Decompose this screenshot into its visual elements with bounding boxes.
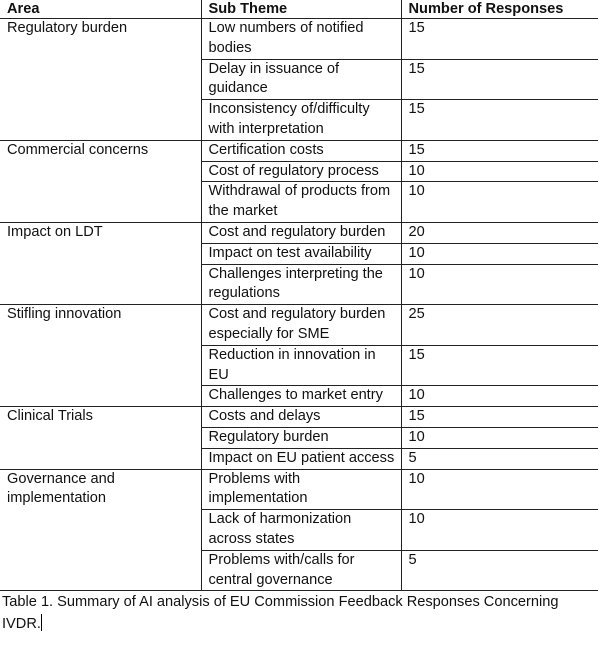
responses-cell: 15 <box>401 59 598 100</box>
table-caption[interactable] <box>0 591 598 635</box>
responses-cell: 5 <box>401 550 598 591</box>
text-cursor <box>41 614 42 631</box>
sub-theme-cell: Withdrawal of products from the market <box>201 182 401 223</box>
area-cell: Regulatory burden <box>0 19 201 141</box>
sub-theme-cell: Costs and delays <box>201 407 401 428</box>
header-area: Area <box>0 0 201 19</box>
responses-cell: 15 <box>401 345 598 386</box>
area-cell: Stifling innovation <box>0 305 201 407</box>
sub-theme-cell: Impact on test availability <box>201 243 401 264</box>
responses-cell: 15 <box>401 19 598 60</box>
sub-theme-cell: Problems with implementation <box>201 469 401 510</box>
area-cell: Impact on LDT <box>0 222 201 304</box>
area-cell: Commercial concerns <box>0 140 201 222</box>
area-cell: Clinical Trials <box>0 407 201 469</box>
sub-theme-cell: Reduction in innovation in EU <box>201 345 401 386</box>
responses-cell: 20 <box>401 222 598 243</box>
sub-theme-cell: Cost of regulatory process <box>201 161 401 182</box>
header-row <box>0 0 598 19</box>
responses-cell: 15 <box>401 100 598 141</box>
sub-theme-cell: Challenges to market entry <box>201 386 401 407</box>
sub-theme-cell: Delay in issuance of guidance <box>201 59 401 100</box>
sub-theme-cell: Lack of harmonization across states <box>201 510 401 551</box>
sub-theme-cell: Challenges interpreting the regulations <box>201 264 401 305</box>
header-number-of-responses: Number of Responses <box>401 0 598 19</box>
responses-cell: 10 <box>401 161 598 182</box>
responses-cell: 15 <box>401 140 598 161</box>
table-body <box>0 19 598 591</box>
responses-cell: 10 <box>401 510 598 551</box>
sub-theme-cell: Cost and regulatory burden <box>201 222 401 243</box>
table-row <box>0 19 598 60</box>
table-row <box>0 407 598 428</box>
sub-theme-cell: Certification costs <box>201 140 401 161</box>
responses-cell: 10 <box>401 469 598 510</box>
responses-cell: 10 <box>401 427 598 448</box>
responses-cell: 15 <box>401 407 598 428</box>
caption-text: Table 1. Summary of AI analysis of EU Commission Feedback Responses Concerning IVDR. <box>2 594 559 633</box>
table-row <box>0 305 598 346</box>
table-row <box>0 469 598 510</box>
sub-theme-cell: Low numbers of notified bodies <box>201 19 401 60</box>
area-cell: Governance and implementation <box>0 469 201 591</box>
responses-cell: 10 <box>401 182 598 223</box>
sub-theme-cell: Inconsistency of/difficulty with interpretation <box>201 100 401 141</box>
table-row <box>0 140 598 161</box>
header-sub-theme: Sub Theme <box>201 0 401 19</box>
table-row <box>0 222 598 243</box>
sub-theme-cell: Regulatory burden <box>201 427 401 448</box>
responses-cell: 5 <box>401 448 598 469</box>
sub-theme-cell: Cost and regulatory burden especially for SME <box>201 305 401 346</box>
sub-theme-cell: Problems with/calls for central governance <box>201 550 401 591</box>
sub-theme-cell: Impact on EU patient access <box>201 448 401 469</box>
responses-cell: 10 <box>401 386 598 407</box>
responses-cell: 10 <box>401 243 598 264</box>
responses-cell: 10 <box>401 264 598 305</box>
responses-cell: 25 <box>401 305 598 346</box>
